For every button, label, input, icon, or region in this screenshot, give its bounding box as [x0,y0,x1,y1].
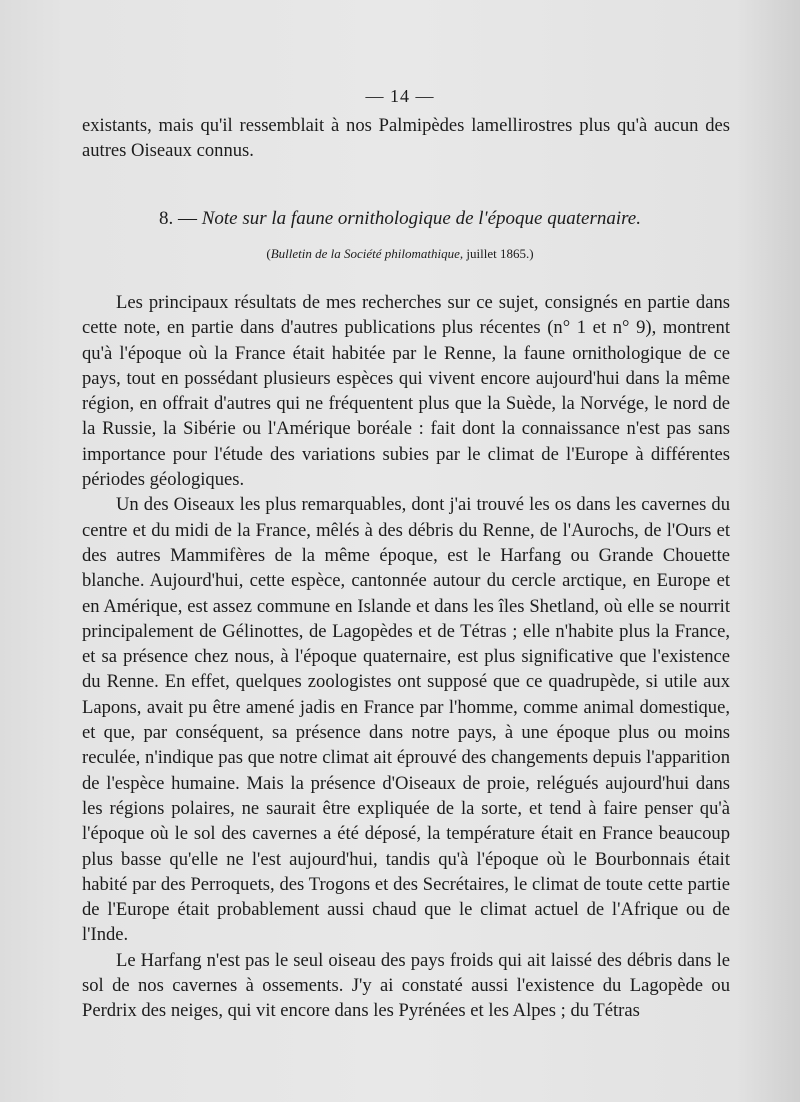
paragraph-text: existants, mais qu'il ressemblait à nos Palmipèdes lamellirostres plus qu'à aucun des autres Oiseaux connus. [82,115,730,162]
body-paragraph-2: Un des Oiseaux les plus remarquables, dont j'ai trouvé les os dans les cavernes du centre et du midi de la France, mêlés à des débris du Renne, de l'Aurochs, de l'Ours et des autres Mammifères de la même époque, est le Harfang ou Grande Chouette blanche. Aujourd'hui, cette espèce, cantonnée autour du cercle arctique, en Europe et en Amérique, est assez commune en Islande et dans les îles Shetland, où elle se nourrit principalement de Gélinottes, de Lagopèdes et de Tétras ; elle n'habite plus la France, et sa présence chez nous, à l'époque quaternaire, est plus significative que l'existence du Renne. En effet, quelques zoologistes ont supposé que ce quadrupède, si utile aux Lapons, avait pu être amené jadis en France par l'homme, comme animal domestique, et que, par conséquent, sa présence dans notre pays, à une époque plus ou moins reculée, n'indique pas que notre climat ait éprouvé des changements depuis l'apparition de l'espèce humaine. Mais la présence d'Oiseaux de proie, relégués aujourd'hui dans les régions polaires, ne saurait être expliquée de la sorte, et tend à faire penser qu'à l'époque où le sol des cavernes a été déposé, la température était en France beaucoup plus basse qu'elle ne l'est aujourd'hui, tandis qu'à l'époque où le Bourbonnais était habité par des Perroquets, des Trogons et des Secrétaires, le climat de toute cette partie de l'Europe était probablement aussi chaud que le climat actuel de l'Afrique ou de l'Inde. [82,494,730,946]
body-paragraph-1: Les principaux résultats de mes recherches sur ce sujet, consignés en partie dans cette note, en partie dans d'autres publications plus récentes (n° 1 et n° 9), montrent qu'à l'époque où la France était habitée par le Renne, la faune ornithologique de ce pays, tout en possédant plusieurs espèces qui vivent encore aujourd'hui dans la même région, en offrait d'autres qui ne fréquentent plus que la Suède, la Norvége, le nord de la Russie, la Sibérie ou l'Amérique boréale : fait dont la connaissance n'est pas sans importance pour l'étude des variations subies par le climat de l'Europe à différentes périodes géologiques. [82,292,730,491]
section-title: Note sur la faune ornithologique de l'époque quaternaire. [201,208,641,229]
continuation-paragraph [82,113,730,164]
section-heading [0,208,800,230]
citation-open: ( [266,246,271,261]
body-text [82,290,730,1024]
body-paragraph-3: Le Harfang n'est pas le seul oiseau des pays froids qui ait laissé des débris dans le sol de nos cavernes à ossements. J'y ai constaté aussi l'existence du Lagopède ou Perdrix des neiges, qui vit encore dans les Pyrénées et les Alpes ; du Tétras [82,949,730,1022]
section-number: 8. — [158,208,197,229]
citation [0,246,800,262]
page-number: — 14 — [365,86,435,106]
citation-date: juillet 1865.) [466,246,534,261]
citation-source: Bulletin de la Société philomathique, [270,246,464,261]
